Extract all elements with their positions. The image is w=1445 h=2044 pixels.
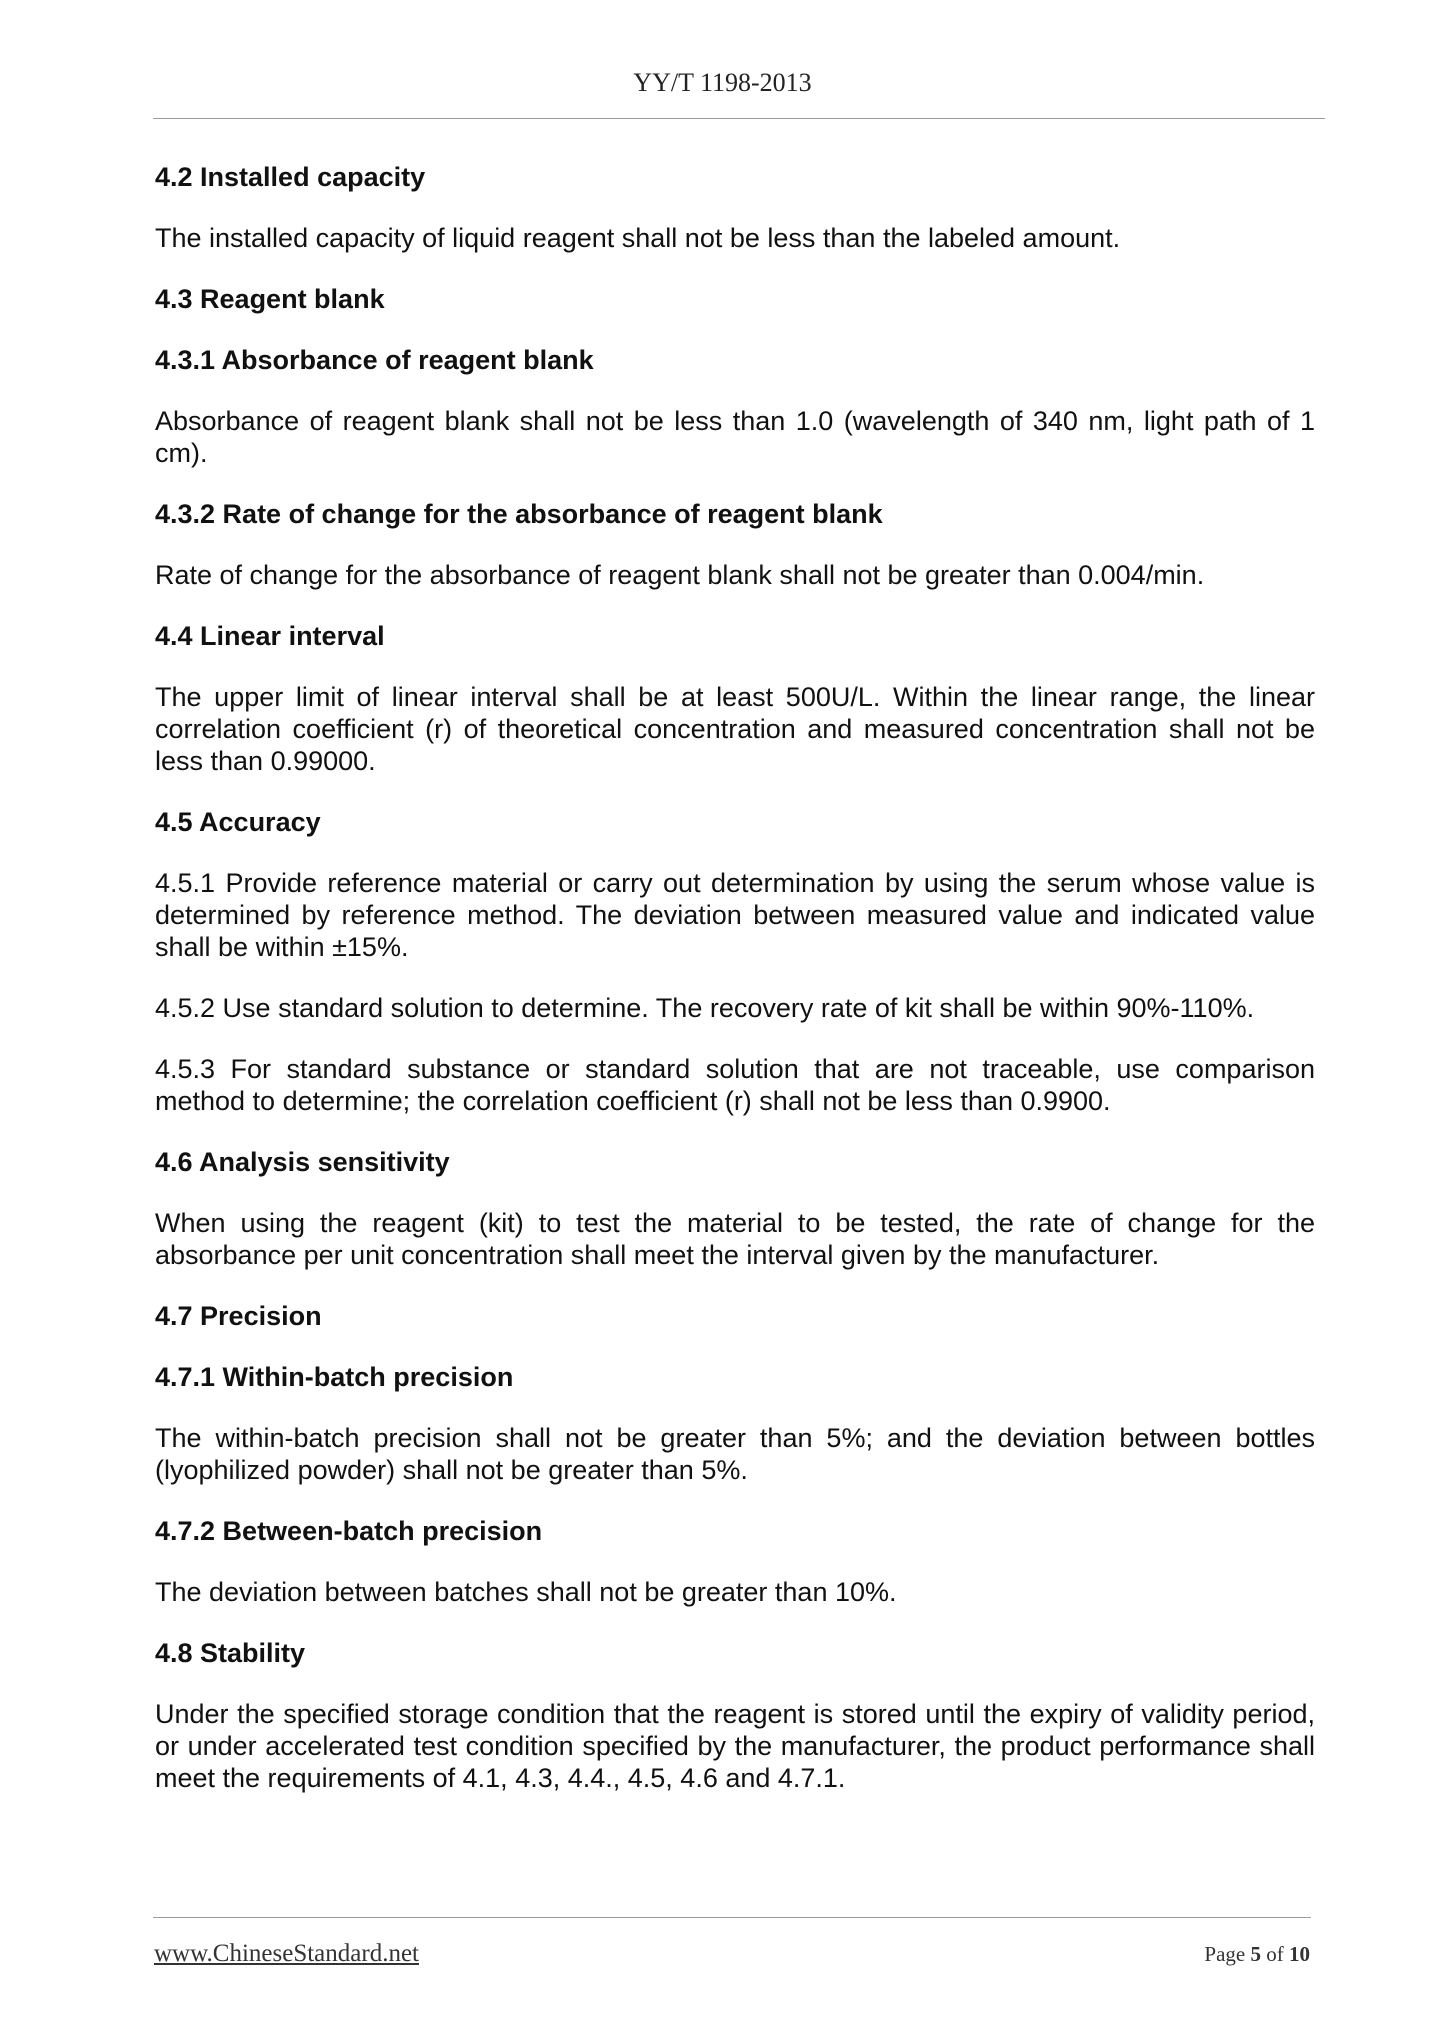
section-paragraph: Under the specified storage condition that the reagent is stored until the expiry of validity period, or under accelerated test condition specified by the manufacturer, the product performance shall meet the requirements of 4.1, 4.3, 4.4., 4.5, 4.6 and 4.7.1. bbox=[155, 1699, 1315, 1793]
section-heading: 4.2 Installed capacity bbox=[155, 162, 426, 192]
section-paragraph: 4.5.1 Provide reference material or carry out determination by using the serum whose value is determined by reference method. The deviation between measured value and indicated value shall be within ±15%. bbox=[155, 868, 1315, 962]
section-heading: 4.3.2 Rate of change for the absorbance of reagent blank bbox=[155, 499, 883, 529]
page-current: 5 bbox=[1250, 1942, 1261, 1966]
section-paragraph: Rate of change for the absorbance of reagent blank shall not be greater than 0.004/min. bbox=[155, 560, 1205, 590]
section-paragraph: 4.5.2 Use standard solution to determine. The recovery rate of kit shall be within 90%-110%. bbox=[155, 993, 1255, 1023]
page-total: 10 bbox=[1289, 1942, 1310, 1966]
section-paragraph: When using the reagent (kit) to test the material to be tested, the rate of change for the absorbance per unit concentration shall meet the interval given by the manufacturer. bbox=[155, 1208, 1315, 1270]
section-heading: 4.5 Accuracy bbox=[155, 807, 321, 837]
section-heading: 4.7.2 Between-batch precision bbox=[155, 1516, 543, 1546]
page-label: Page bbox=[1204, 1942, 1246, 1966]
footer-divider bbox=[153, 1917, 1311, 1918]
document-body bbox=[155, 161, 1315, 1823]
section-heading: 4.3.1 Absorbance of reagent blank bbox=[155, 345, 594, 375]
section-heading: 4.4 Linear interval bbox=[155, 621, 385, 651]
website-link[interactable]: www.ChineseStandard.net bbox=[154, 1940, 419, 1967]
section-heading: 4.6 Analysis sensitivity bbox=[155, 1147, 450, 1177]
section-heading: 4.7 Precision bbox=[155, 1301, 322, 1331]
section-paragraph: The within-batch precision shall not be greater than 5%; and the deviation between bottles (lyophilized powder) shall not be greater than 5%. bbox=[155, 1423, 1315, 1485]
section-paragraph: 4.5.3 For standard substance or standard solution that are not traceable, use comparison method to determine; the correlation coefficient (r) shall not be less than 0.9900. bbox=[155, 1054, 1315, 1116]
document-code-header: YY/T 1198-2013 bbox=[633, 68, 812, 97]
page-number bbox=[1204, 1942, 1310, 1967]
header-divider bbox=[153, 118, 1325, 119]
section-paragraph: The upper limit of linear interval shall be at least 500U/L. Within the linear range, the linear correlation coefficient (r) of theoretical concentration and measured concentration shall not be less than 0.99000. bbox=[155, 682, 1315, 776]
section-paragraph: Absorbance of reagent blank shall not be less than 1.0 (wavelength of 340 nm, light path of 1 cm). bbox=[155, 406, 1315, 468]
section-heading: 4.7.1 Within-batch precision bbox=[155, 1362, 514, 1392]
page-of-label: of bbox=[1266, 1942, 1284, 1966]
section-paragraph: The installed capacity of liquid reagent shall not be less than the labeled amount. bbox=[155, 223, 1121, 253]
section-heading: 4.8 Stability bbox=[155, 1638, 306, 1668]
section-paragraph: The deviation between batches shall not be greater than 10%. bbox=[155, 1577, 897, 1607]
section-heading: 4.3 Reagent blank bbox=[155, 284, 385, 314]
